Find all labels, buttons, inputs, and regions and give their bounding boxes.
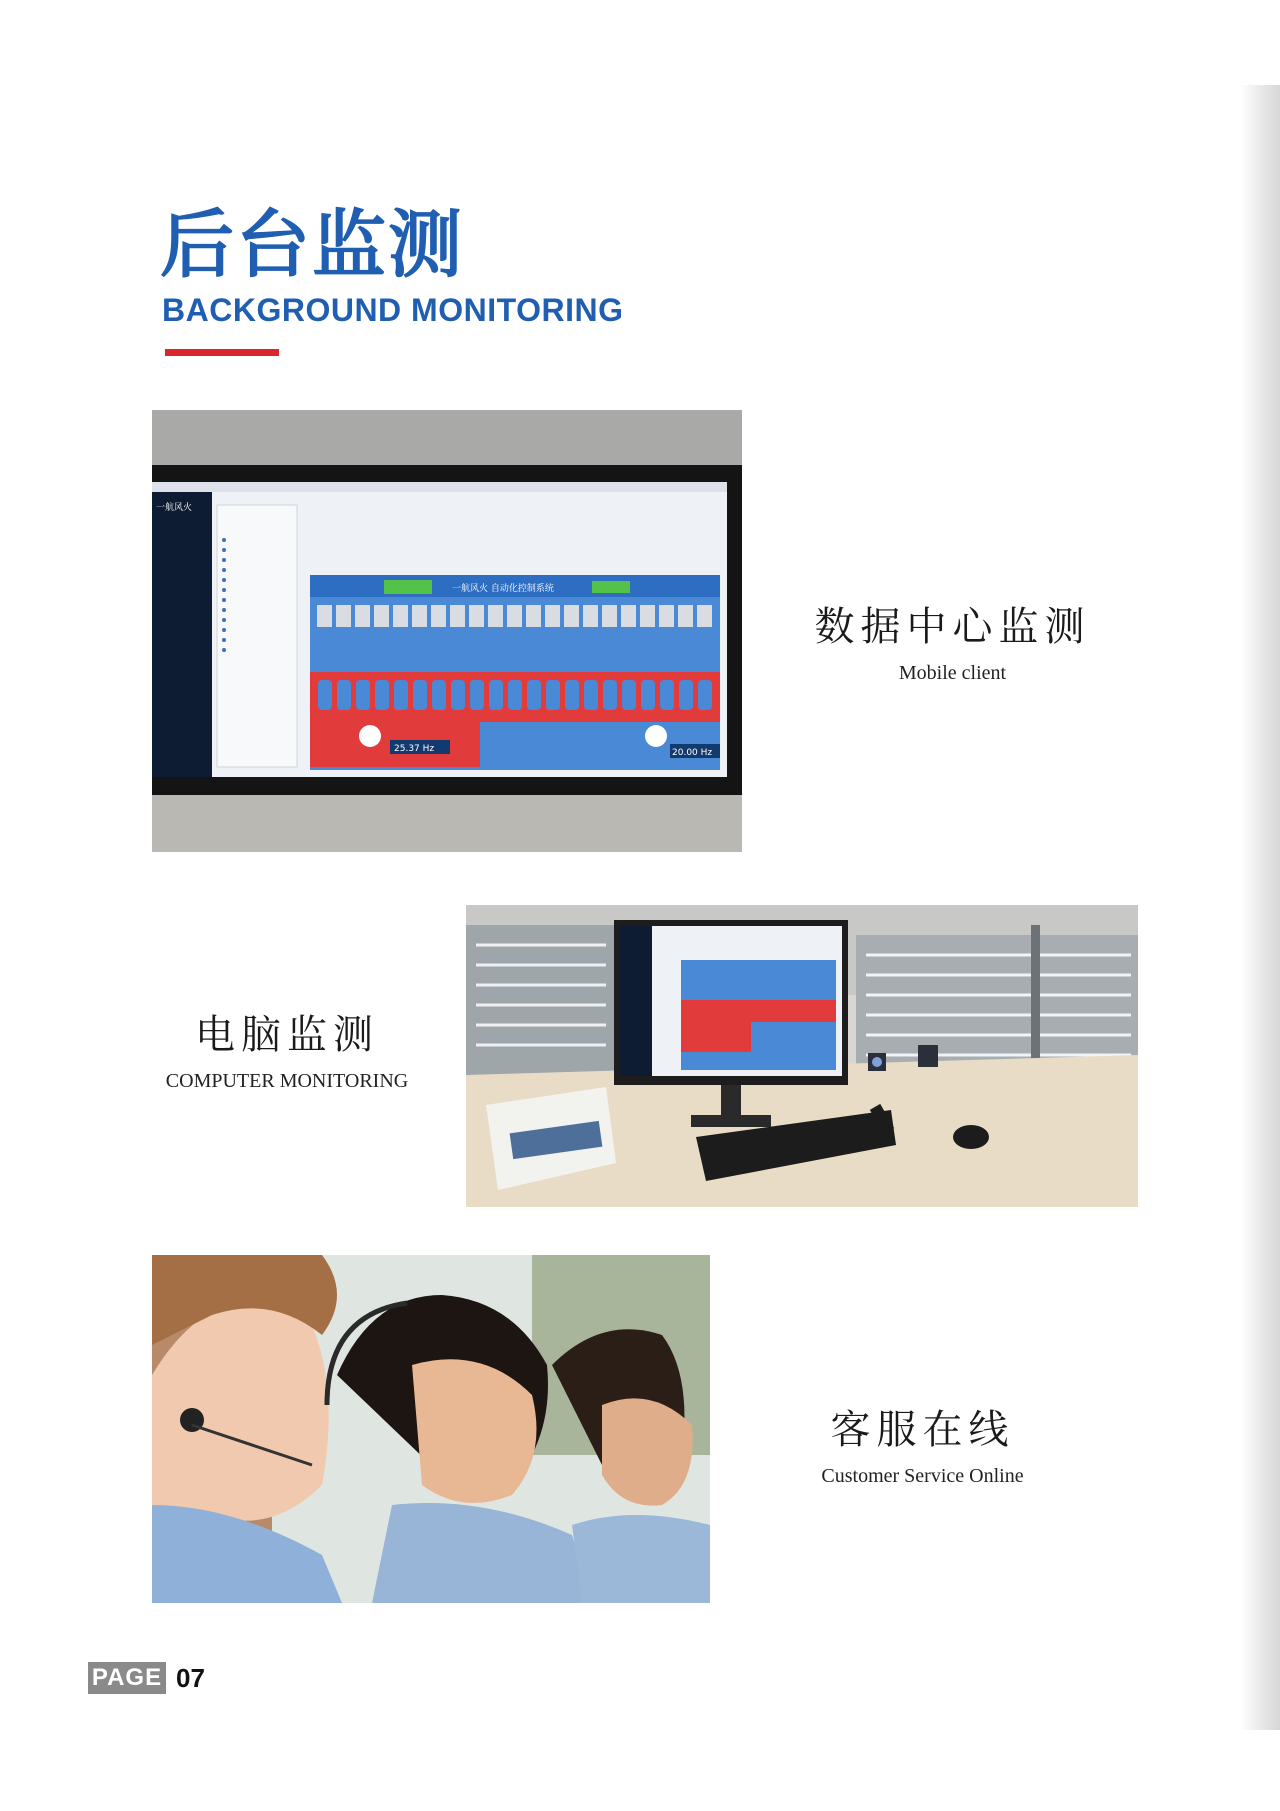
title-underline: [165, 349, 279, 356]
section-data-center: [790, 602, 1115, 686]
section-title-en: COMPUTER MONITORING: [165, 1070, 409, 1092]
section-computer: [132, 1010, 442, 1094]
section-title-zh: 电脑监测: [195, 1012, 379, 1058]
page-title: 后台监测: [160, 202, 464, 288]
section-customer-service: [785, 1405, 1060, 1489]
section-title-zh: 数据中心监测: [814, 604, 1091, 650]
section-title-en: Mobile client: [898, 662, 1007, 684]
section-title-en: Customer Service Online: [821, 1465, 1024, 1487]
page-label: PAGE: [88, 1662, 166, 1694]
screen-system-title: 一航风火 自动化控制系统: [452, 584, 554, 594]
wall-monitor-dashboard-photo: [152, 410, 742, 852]
screen-brand: 一航风火: [156, 503, 193, 513]
page-number: 07: [176, 1663, 205, 1693]
screen-right-freq: 20.00 Hz: [672, 748, 713, 758]
desktop-computer-photo: [466, 905, 1138, 1207]
customer-service-agents-photo: [152, 1255, 710, 1603]
page-subtitle: BACKGROUND MONITORING: [162, 292, 624, 328]
page-edge-shadow: [1240, 85, 1280, 1730]
screen-left-freq: 25.37 Hz: [394, 744, 435, 754]
section-title-zh: 客服在线: [830, 1407, 1015, 1453]
